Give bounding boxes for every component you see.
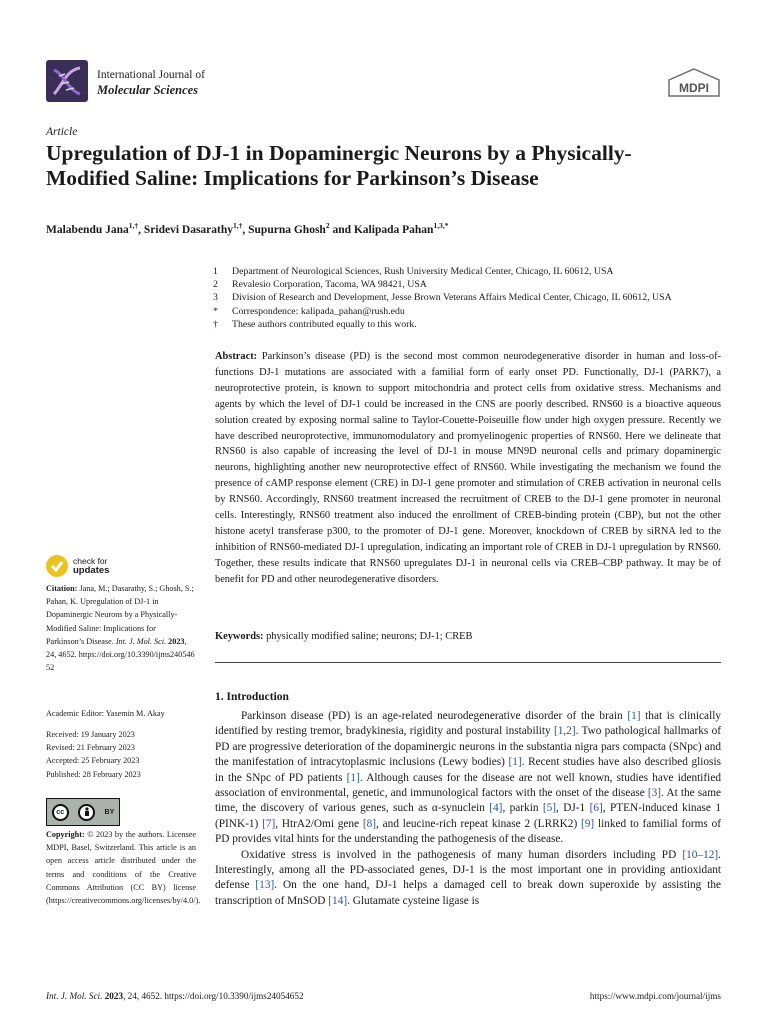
footer-journal-url[interactable]: https://www.mdpi.com/journal/ijms: [589, 991, 721, 1001]
checkmark-icon: [46, 555, 68, 577]
keywords-text: physically modified saline; neurons; DJ-1; CREB: [263, 631, 473, 642]
reference-link[interactable]: [6]: [589, 802, 603, 815]
author-separator: ,: [138, 224, 144, 236]
reference-link[interactable]: [14]: [328, 894, 348, 907]
correspondence: [213, 305, 672, 318]
copyright-text: © 2023 by the authors. Licensee MDPI, Basel, Switzerland. This article is an open access article distributed under the terms and conditions of the Creative Commons Attribution (CC BY) license (https://creativecommons.org/licenses/by/4.0/).: [46, 830, 201, 906]
intro-text: , PTEN-induced kinase 1 (PINK-1): [215, 802, 721, 830]
intro-text: Parkinson disease (PD) is an age-related neurodegenerative disorder of the brain: [241, 710, 628, 722]
affiliation-number: 2: [213, 279, 218, 291]
reference-link[interactable]: [1]: [346, 771, 360, 784]
check-for-updates-badge[interactable]: [46, 555, 176, 577]
journal-name-line1: International Journal of: [97, 69, 205, 81]
intro-text: . On the one hand, DJ-1 helps a damaged cell to break down superoxide by assisting the transcription of MnSOD: [215, 879, 721, 907]
abstract-text: Parkinson’s disease (PD) is the second most common neurodegenerative disorder in human and loss-of-functions DJ-1 mutations are associated with a familial form of early onset PD. Functionally, DJ-1 (PARK7), a neuroprotective protein, is known to support mitochondria and protect cells from oxidative stress. Mechanisms and agents by which the level of DJ-1 could be increased in the CNS are poorly described. RNS60 is a bioactive aqueous solution created by exposing normal saline to Taylor-Couette-Poiseuille flow under high oxygen pressure. Recently we have described neuroprotective, immunomodulatory and promyelinogenic properties of RNS60. Here we delineate that RNS60 is also capable of increasing the level of DJ-1 in mouse MN9D neuronal cells and primary dopaminergic neurons, highlighting another new neuroprotective effect of RNS60. While investigating the mechanism we found the presence of cAMP response element (CRE) in DJ-1 gene promoter and stimulation of CREB activation in neuronal cells by RNS60. Accordingly, RNS60 treatment increased the recruitment of CREB to the DJ-1 gene promoter in neuronal cells. Interestingly, RNS60 treatment also induced the enrollment of CREB-binding protein (CBP), but not the other histone acetyl transferase p300, to the promoter of DJ-1 gene. Moreover, knockdown of CREB by siRNA led to the inhibition of RNS60-mediated DJ-1 upregulation, indicating an important role of CREB in DJ-1 upregulation by RNS60. Together, these results indicate that RNS60 upregulates DJ-1 in neuronal cells via CREB–CBP pathway. It may be of benefit for PD and other neurodegenerative disorders.: [215, 351, 721, 585]
reference-link[interactable]: [5]: [542, 802, 557, 815]
intro-text: , and leucine-rich repeat kinase 2 (LRRK2): [376, 817, 581, 830]
author-affil: 1,†: [233, 221, 243, 231]
footer-doi[interactable]: , 24, 4652. https://doi.org/10.3390/ijms24054652: [123, 991, 304, 1001]
intro-text: , HtrA2/Omi gene: [275, 817, 363, 830]
journal-logo: [46, 60, 88, 102]
author-name: Sridevi Dasarathy: [143, 224, 234, 236]
citation-doi[interactable]: https://doi.org/10.3390/ijms24054652: [46, 650, 195, 673]
reference-link[interactable]: [7]: [262, 817, 276, 830]
reference-link[interactable]: [9]: [581, 817, 595, 830]
citation-text: Jana, M.; Dasarathy, S.; Ghosh, S.; Pahan, K. Upregulation of DJ-1 in Dopaminergic Neurons by a Physically-Modified Saline: Implications for Parkinson’s Disease.: [46, 584, 194, 646]
journal-name-line2: Molecular Sciences: [97, 83, 199, 97]
publisher-label: MDPI: [679, 81, 709, 95]
date-accepted: Accepted: 25 February 2023: [46, 756, 140, 766]
academic-editor: Academic Editor: Yasemin M. Akay: [46, 709, 165, 718]
intro-text: , DJ-1: [556, 802, 590, 815]
reference-link[interactable]: [8]: [362, 817, 377, 830]
section-heading: 1. Introduction: [215, 691, 289, 703]
person-icon: [78, 804, 95, 821]
intro-text: . Two pathological hallmarks of PD are progressive deterioration of the dopaminergic neurons in the substantia nigra pars compacta (SNpc) and the manifestation of intracytoplasmic inclusions (Lewy bodies): [215, 725, 722, 769]
affiliation-item: [213, 291, 672, 304]
author-affil: 1,†: [128, 221, 139, 231]
author-name: Malabendu Jana: [46, 224, 129, 236]
affiliation-text: Department of Neurological Sciences, Rush University Medical Center, Chicago, IL 60612, USA: [232, 266, 614, 277]
abstract-label: Abstract:: [215, 351, 258, 362]
intro-text: . Although causes for the disease are not well known, studies have identified association of environmental, genetic, and immunological factors with the onset of the disease: [215, 771, 721, 800]
intro-text: . At the same time, the discovery of various genes, such as α-synuclein: [215, 787, 721, 815]
intro-text: . Recent studies have also described gliosis in the SNpc of PD patients: [215, 756, 721, 784]
reference-link[interactable]: [1,2]: [553, 725, 576, 738]
affiliation-item: [213, 278, 672, 291]
article-title: Upregulation of DJ-1 in Dopaminergic Neurons by a Physically-Modified Saline: Implications for Parkinson’s Disease: [46, 141, 632, 190]
reference-link[interactable]: [1]: [627, 710, 641, 722]
footer-journal: Int. J. Mol. Sci.: [46, 991, 103, 1001]
check-updates-line2: updates: [73, 565, 110, 576]
citation-journal: Int. J. Mol. Sci.: [115, 636, 167, 646]
footer-year: 2023: [104, 991, 124, 1001]
keywords: [215, 631, 721, 642]
author-affil: 1,3,*: [433, 221, 449, 231]
intro-text: . Glutamate cysteine ligase is: [347, 894, 480, 907]
author-name: Kalipada Pahan: [353, 224, 434, 236]
article-type: Article: [46, 126, 78, 138]
reference-link[interactable]: [1]: [508, 756, 522, 769]
introduction-body: [215, 709, 721, 909]
check-updates-line1: check for: [73, 555, 108, 566]
author-separator: ,: [242, 224, 249, 236]
citation-label: Citation:: [46, 584, 78, 593]
date-revised: Revised: 21 February 2023: [46, 743, 135, 753]
affiliation-text: These authors contributed equally to this work.: [232, 318, 417, 330]
author-separator: and: [329, 224, 354, 236]
keywords-label: Keywords:: [215, 631, 264, 642]
intro-text: Oxidative stress is involved in the pathogenesis of many human disorders including PD: [241, 848, 683, 861]
equal-contribution-note: [213, 318, 672, 331]
reference-link[interactable]: [10–12]: [682, 848, 719, 861]
date-published: Published: 28 February 2023: [46, 769, 141, 779]
affiliation-number: *: [213, 305, 218, 317]
footer-citation: [46, 991, 304, 1001]
copyright-label: Copyright:: [46, 830, 85, 839]
affiliations: [213, 265, 672, 331]
author-name: Supurna Ghosh: [248, 224, 326, 236]
section-divider: [215, 662, 721, 663]
reference-link[interactable]: [3]: [647, 787, 662, 800]
date-received: Received: 19 January 2023: [46, 730, 135, 739]
cc-by-license-badge[interactable]: [46, 798, 120, 826]
correspondence-email[interactable]: Correspondence: kalipada_pahan@rush.edu: [232, 305, 405, 317]
publication-dates: [46, 728, 196, 781]
mdpi-logo: [667, 68, 721, 98]
intro-text: . Interestingly, among all the PD-associated genes, DJ-1 is the most important one in providing antioxidant defense: [215, 848, 721, 892]
intro-text: that is clinically identified by resting tremor, bradykinesia, rigidity and postural instability: [215, 710, 721, 738]
journal-name: [97, 68, 205, 98]
citation-block: [46, 582, 196, 674]
author-list: [46, 221, 449, 236]
cc-icon: cc: [52, 804, 69, 821]
copyright-notice: [46, 828, 201, 907]
affiliation-item: [213, 265, 672, 278]
affiliation-number: †: [213, 318, 218, 330]
affiliation-number: 1: [213, 266, 218, 277]
abstract: [215, 349, 721, 588]
citation-volume: , 24, 4652.: [46, 636, 187, 660]
affiliation-number: 3: [213, 292, 218, 304]
intro-paragraph: [215, 709, 721, 848]
author-affil: 2: [325, 221, 330, 231]
reference-link[interactable]: [4]: [489, 802, 503, 815]
page-footer: [46, 991, 721, 1001]
intro-paragraph: [215, 848, 721, 910]
reference-link[interactable]: [13]: [255, 879, 275, 892]
intro-text: , parkin: [502, 802, 543, 815]
affiliation-text: Revalesio Corporation, Tacoma, WA 98421, USA: [232, 279, 427, 291]
affiliation-text: Division of Research and Development, Jesse Brown Veterans Affairs Medical Center, Chicago, IL 60612, USA: [232, 292, 672, 304]
intro-text: linked to familial forms of PD provides vital hints for the understanding the pathogenesis of the disease.: [215, 817, 722, 846]
citation-year: 2023: [168, 636, 185, 646]
by-label: BY: [104, 808, 115, 816]
